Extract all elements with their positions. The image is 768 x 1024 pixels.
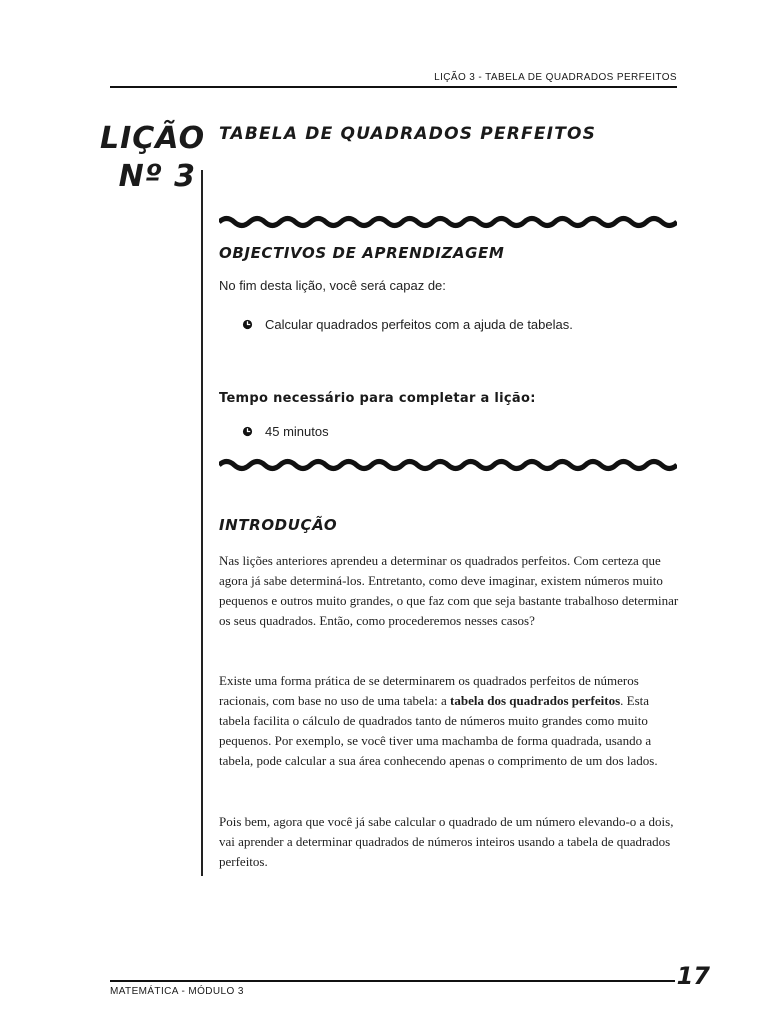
footer-rule <box>110 980 675 982</box>
intro-paragraph-2-end: . Esta tabela facilita o cálculo de quadrados tanto de números muito grandes como muito pequenos. Por exemplo, se você tiver uma machamba de forma quadrada, usando a tabela, pode calcular a sua área conhecendo apenas o comprimento de um dos lados. <box>219 693 658 768</box>
introduction-heading: INTRODUÇÃO <box>219 516 338 534</box>
objective-item-text: Calcular quadrados perfeitos com a ajuda de tabelas. <box>265 317 573 332</box>
page-number: 17 <box>676 962 710 990</box>
objectives-intro: No fim desta lição, você será capaz de: <box>219 278 446 293</box>
footer-module: MATEMÁTICA - MÓDULO 3 <box>110 986 244 997</box>
running-header: LIÇÃO 3 - TABELA DE QUADRADOS PERFEITOS <box>434 72 677 83</box>
intro-paragraph-3: Pois bem, agora que você já sabe calcular o quadrado de um número elevando-o a dois, vai aprender a determinar quadrados de números inteiros usando a tabela de quadrados perfeitos. <box>219 814 674 869</box>
lesson-title: TABELA DE QUADRADOS PERFEITOS <box>219 124 597 144</box>
objective-item <box>242 317 573 332</box>
clock-bullet-icon <box>242 319 253 330</box>
lesson-number: Nº 3 <box>118 159 196 194</box>
time-item <box>242 424 329 439</box>
time-value: 45 minutos <box>265 424 329 439</box>
intro-paragraph-2 <box>219 671 679 771</box>
time-required-label: Tempo necessário para completar a lição: <box>219 391 536 406</box>
margin-rule <box>201 170 203 876</box>
lesson-label-word: LIÇÃO <box>100 121 206 156</box>
lesson-label <box>100 120 206 196</box>
objectives-heading: OBJECTIVOS DE APRENDIZAGEM <box>219 244 505 262</box>
intro-paragraph-2-bold: tabela dos quadrados perfeitos <box>450 693 621 708</box>
header-rule <box>110 86 677 88</box>
intro-paragraph-1: Nas lições anteriores aprendeu a determinar os quadrados perfeitos. Com certeza que agora já sabe determiná-los. Entretanto, como deve imaginar, existem números muito pequenos e outros muito grandes, o que faz com que seja bastante trabalhoso determinar os seus quadrados. Então, como procederemos nesses casos? <box>219 553 679 628</box>
wavy-divider-bottom <box>219 458 677 472</box>
intro-paragraph-2-start: Existe uma forma prática de se determinarem os quadrados perfeitos de números racionais, com base no uso de uma tabela: a <box>219 673 639 708</box>
clock-bullet-icon <box>242 426 253 437</box>
wavy-divider-top <box>219 215 677 229</box>
